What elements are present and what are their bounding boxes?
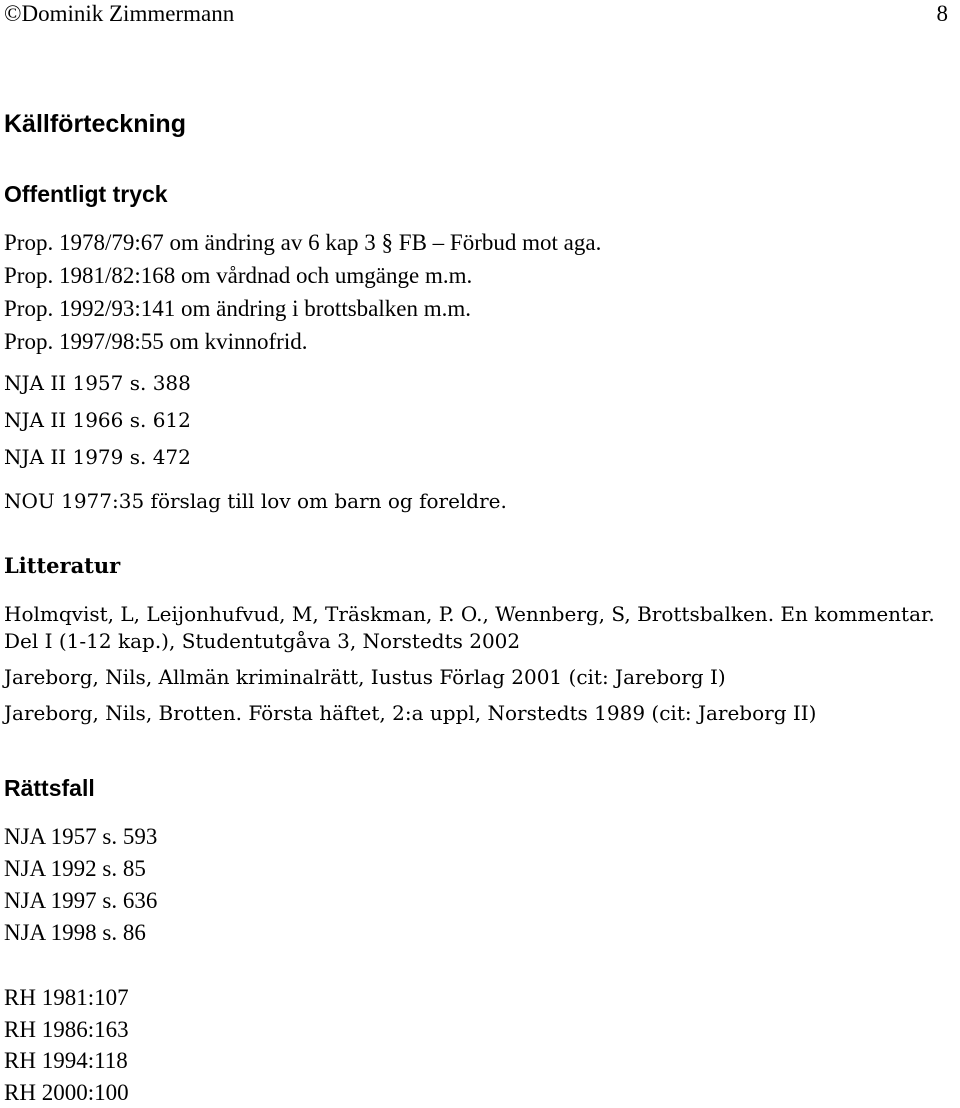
- list-item: NJA II 1966 s. 612: [4, 402, 191, 439]
- section-heading-litteratur: Litteratur: [4, 552, 120, 580]
- list-item: Prop. 1997/98:55 om kvinnofrid.: [4, 325, 601, 358]
- nou-reference: NOU 1977:35 förslag till lov om barn og foreldre.: [4, 483, 507, 520]
- list-item: NJA II 1957 s. 388: [4, 365, 191, 402]
- list-item: NJA 1957 s. 593: [4, 821, 157, 853]
- list-item: NJA II 1979 s. 472: [4, 439, 191, 476]
- list-item: RH 1981:107: [4, 982, 129, 1014]
- list-item: RH 1986:163: [4, 1014, 129, 1046]
- list-item: Holmqvist, L, Leijonhufvud, M, Träskman, P. O., Wennberg, S, Brottsbalken. En kommentar. Del I (1-12 kap.), Studentutgåva 3, Norstedts 2002: [4, 596, 956, 659]
- rh-list: [4, 982, 129, 1108]
- list-item: Prop. 1978/79:67 om ändring av 6 kap 3 § FB – Förbud mot aga.: [4, 226, 601, 259]
- prop-list: [4, 226, 601, 358]
- section-heading-offentligt: Offentligt tryck: [4, 180, 168, 208]
- list-item: Jareborg, Nils, Brotten. Första häftet, 2:a uppl, Norstedts 1989 (cit: Jareborg II): [4, 695, 956, 731]
- litteratur-list: [4, 596, 956, 731]
- nja-ii-list: [4, 365, 191, 476]
- list-item: NJA 1992 s. 85: [4, 853, 157, 885]
- list-item: Prop. 1981/82:168 om vårdnad och umgänge m.m.: [4, 259, 601, 292]
- list-item: Jareborg, Nils, Allmän kriminalrätt, Iustus Förlag 2001 (cit: Jareborg I): [4, 659, 956, 695]
- list-item: NJA 1997 s. 636: [4, 885, 157, 917]
- list-item: Prop. 1992/93:141 om ändring i brottsbalken m.m.: [4, 292, 601, 325]
- section-heading-rattsfall: Rättsfall: [4, 774, 95, 802]
- list-item: NJA 1998 s. 86: [4, 917, 157, 949]
- page-number: 8: [937, 1, 949, 27]
- nja-list: [4, 821, 157, 949]
- list-item: RH 1994:118: [4, 1045, 129, 1077]
- header-author: ©Dominik Zimmermann: [4, 1, 234, 27]
- page-title: Källförteckning: [4, 109, 186, 139]
- list-item: RH 2000:100: [4, 1077, 129, 1108]
